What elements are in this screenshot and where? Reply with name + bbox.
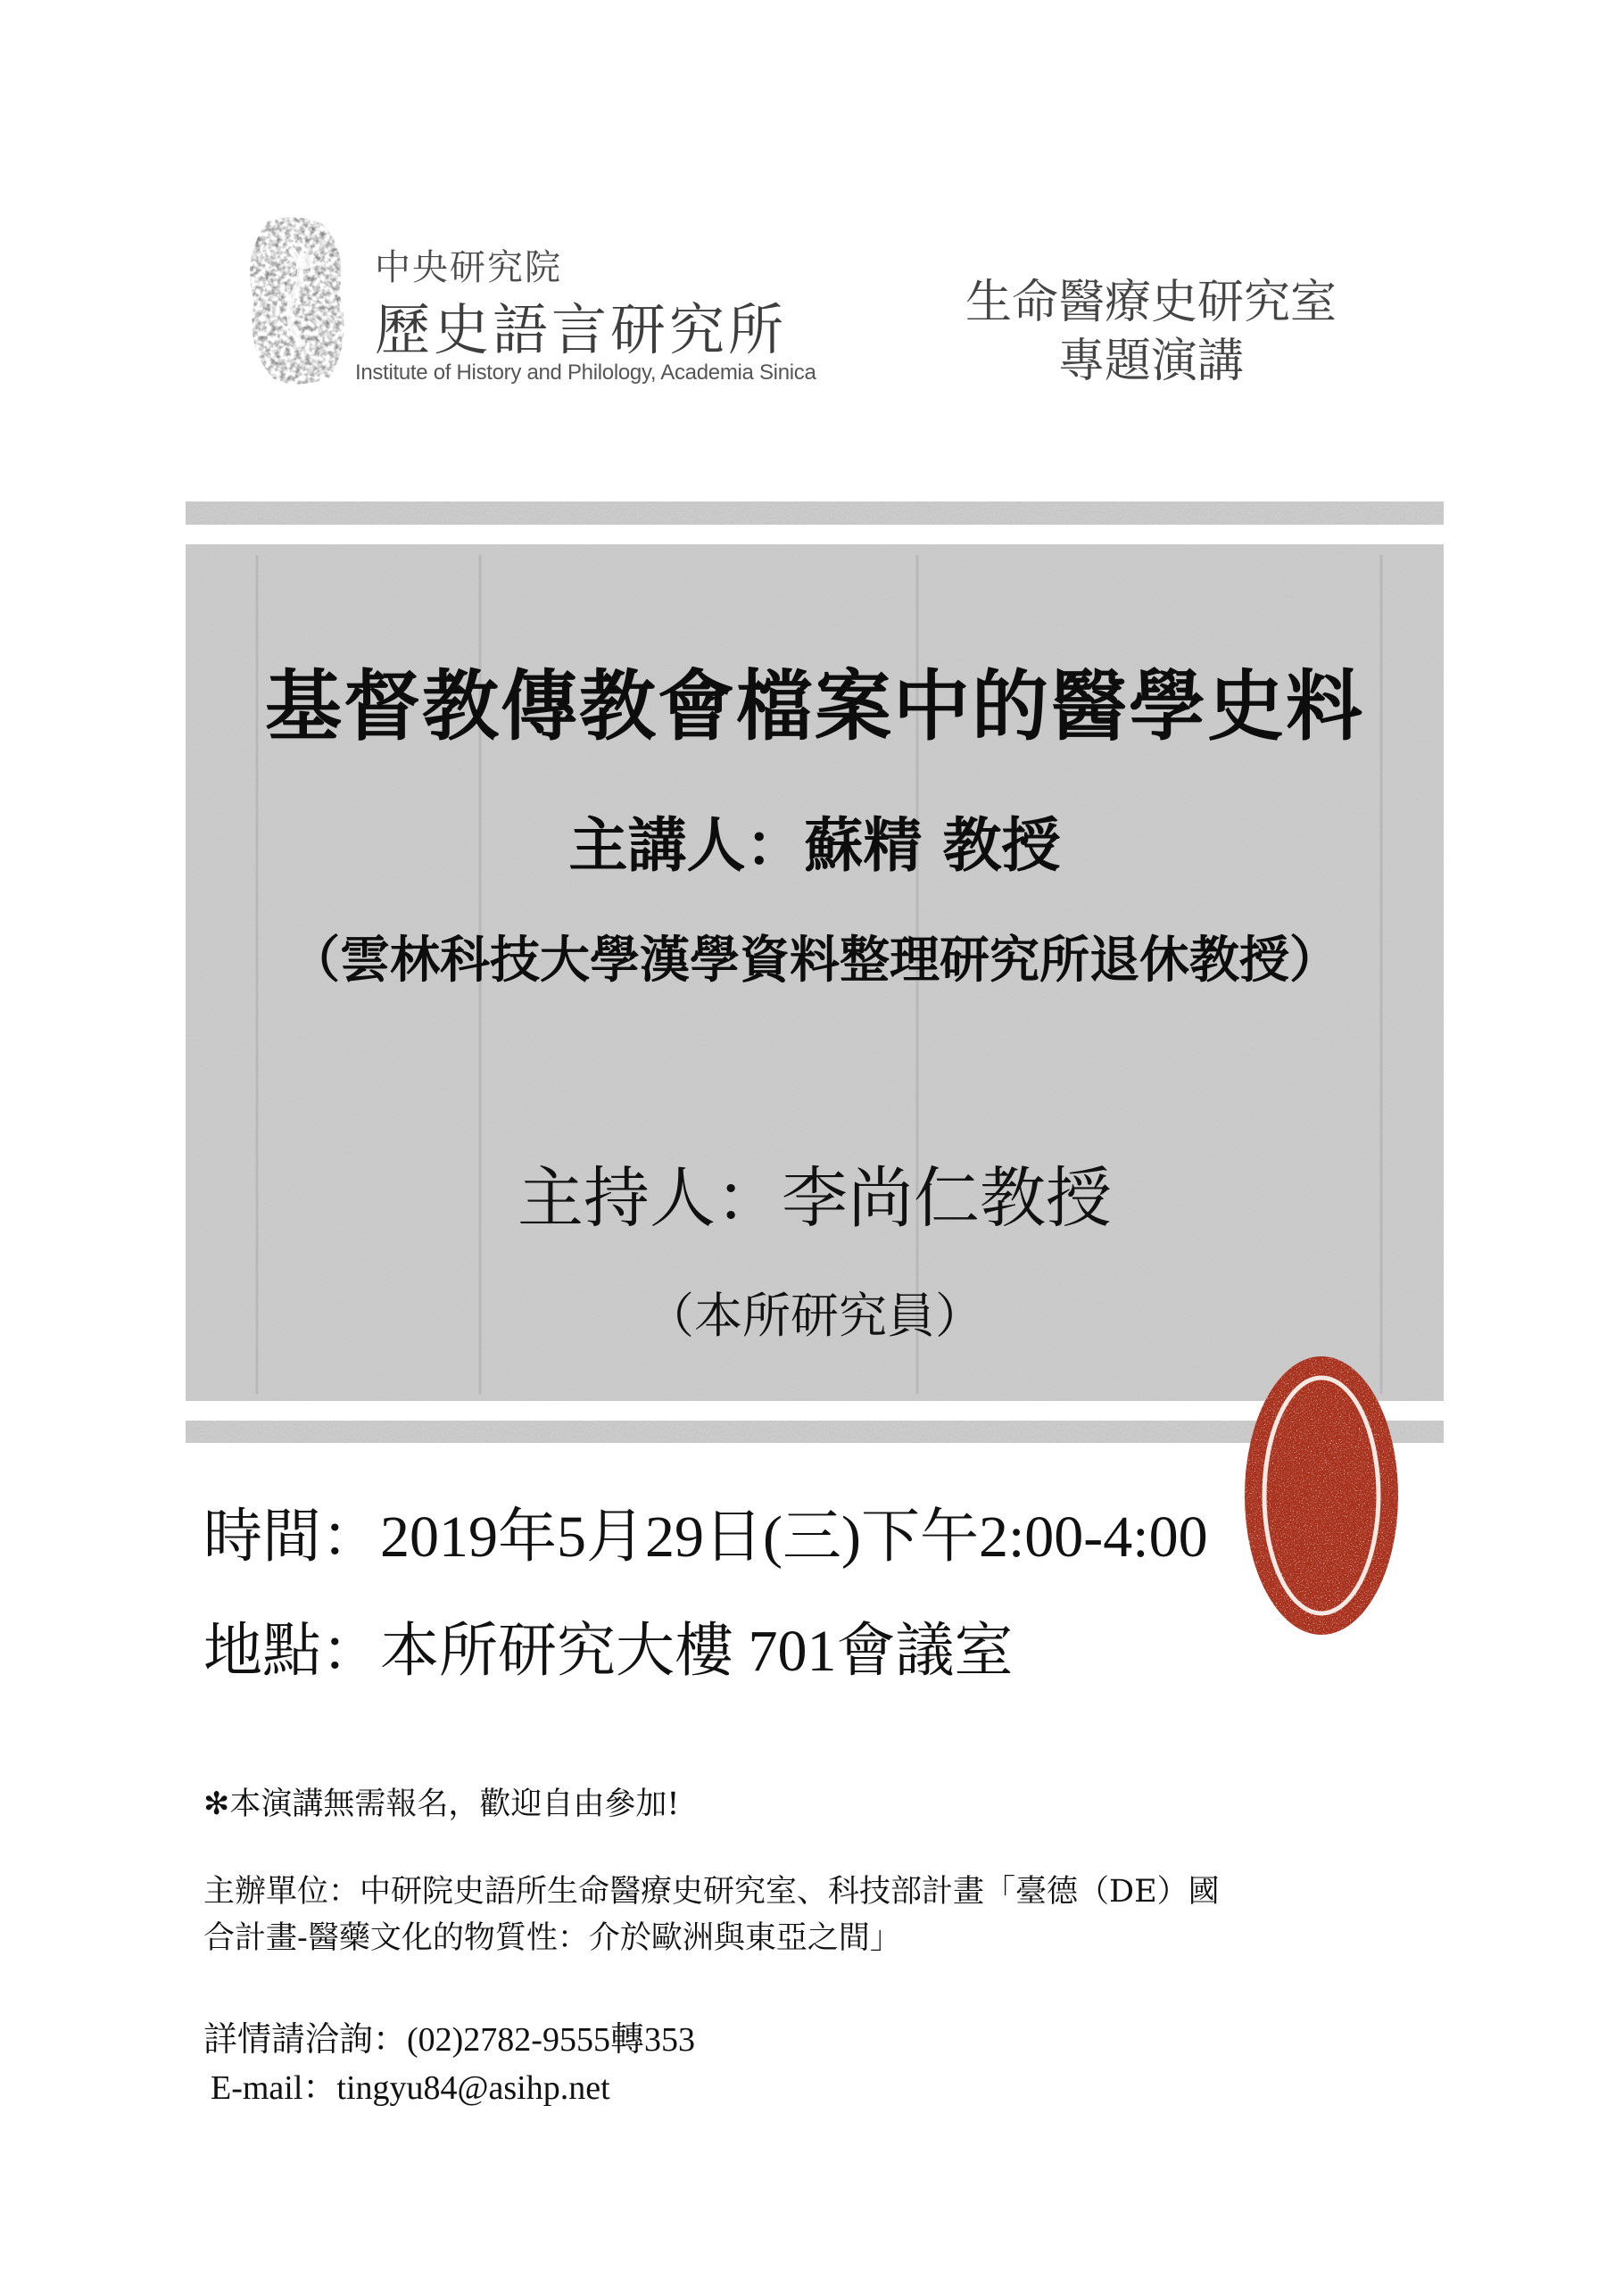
- logo-english-name: Institute of History and Philology, Academia Sinica: [355, 361, 816, 385]
- organizing-unit-title: [901, 273, 1401, 391]
- event-time: 時間：2019年5月29日(三)下午2:00-4:00: [203, 1504, 1208, 1570]
- organizer-info: [203, 1869, 1453, 1961]
- registration-note: ✻本演講無需報名，歡迎自由參加!: [203, 1786, 680, 1822]
- unit-name: 生命醫療史研究室: [965, 276, 1337, 329]
- logo-academia-name: 中央研究院: [375, 247, 562, 288]
- lecture-type: 專題演講: [1057, 335, 1244, 388]
- speaker-name: 主講人：蘇精 教授: [568, 810, 1061, 880]
- organizer-line-2: 合計畫-醫藥文化的物質性：介於歐洲與東亞之間」: [203, 1920, 901, 1956]
- host-affiliation: （本所研究員）: [646, 1288, 983, 1344]
- logo-emblem-icon: [241, 212, 357, 391]
- event-title: 基督教傳教會檔案中的醫學史料: [265, 661, 1364, 751]
- host-name: 主持人：李尚仁教授: [518, 1160, 1112, 1237]
- contact-phone: 詳情請洽詢：(02)2782-9555轉353: [203, 2021, 695, 2059]
- institute-logo: [241, 212, 830, 391]
- event-place: 地點：本所研究大樓 701會議室: [203, 1619, 1014, 1684]
- speaker-affiliation: （雲林科技大學漢學資料整理研究所退休教授）: [290, 931, 1339, 990]
- organizer-line-1: 主辦單位：中研院史語所生命醫療史研究室、科技部計畫「臺德（DE）國: [203, 1874, 1220, 1910]
- banner-content: [186, 501, 1444, 1443]
- event-banner: [186, 501, 1444, 1443]
- contact-email[interactable]: E-mail：tingyu84@asihp.net: [211, 2069, 610, 2107]
- logo-institute-name: 歷史語言研究所: [375, 297, 788, 362]
- red-oval-stamp-icon: [1242, 1353, 1401, 1638]
